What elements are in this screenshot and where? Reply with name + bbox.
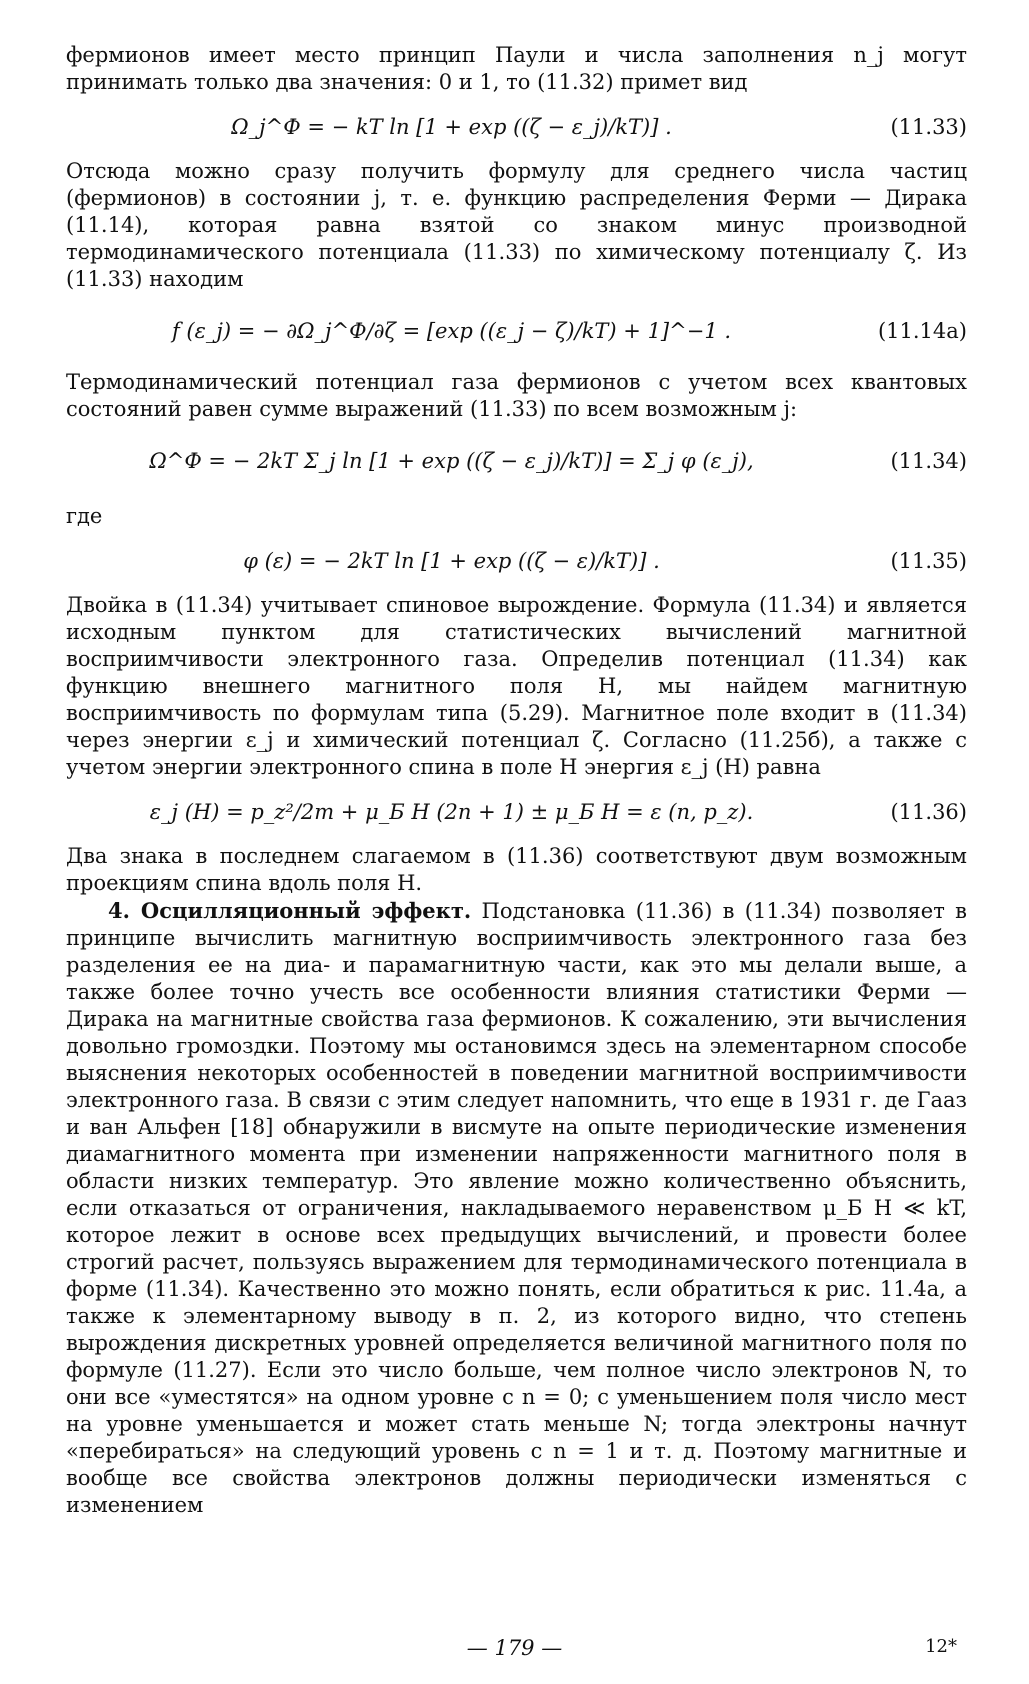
equation-11-14a: [66, 293, 967, 369]
equation-11-35-body: φ (ε) = − 2kT ln [1 + exp ((ζ − ε)/kT)] .: [243, 549, 660, 573]
page-footer: [0, 1636, 1029, 1666]
paragraph-oscillation-effect: [66, 897, 967, 1519]
equation-11-14a-body: f (ε_j) = − ∂Ω_j^Ф/∂ζ = [exp ((ε_j − ζ)/kT) + 1]^−1 .: [171, 319, 732, 343]
paragraph-fermi-dirac: Отсюда можно сразу получить формулу для среднего числа частиц (фермионов) в состоянии j, т. е. функцию распределения Ферми — Дирака (11.14), которая равна взятой со знаком минус производной термодинамического потенциала (11.33) по химическому потенциалу ζ. Из (11.33) находим: [66, 159, 967, 291]
paragraph-where: где: [66, 504, 103, 528]
equation-11-33: [66, 96, 967, 158]
equation-11-36-body: ε_j (H) = p_z²/2m + μ_Б H (2n + 1) ± μ_Б H = ε (n, p_z).: [149, 800, 754, 824]
equation-11-33-body: Ω_j^Ф = − kT ln [1 + exp ((ζ − ε_j)/kT)] .: [231, 115, 672, 139]
paragraph-pauli: фермионов имеет место принцип Паули и числа заполнения n_j могут принимать только два значения: 0 и 1, то (11.32) примет вид: [66, 43, 967, 94]
equation-11-34-body: Ω^Ф = − 2kT Σ_j ln [1 + exp ((ζ − ε_j)/kT)] = Σ_j φ (ε_j),: [149, 449, 754, 473]
equation-11-34: [66, 423, 967, 499]
page-number: — 179 —: [466, 1636, 563, 1660]
paragraph-oscillation-body: Подстановка (11.36) в (11.34) позволяет в принципе вычислить магнитную восприимчивость электронного газа без разделения ее на диа- и парамагнитную части, как это мы делали выше, а также более точно учесть все особенности влияния статистики Ферми — Дирака на магнитные свойства газа фермионов. К сожалению, эти вычисления довольно громоздки. Поэтому мы остановимся здесь на элементарном способе выяснения некоторых особенностей в поведении магнитной восприимчивости электронного газа. В связи с этим следует напомнить, что еще в 1931 г. де Гааз и ван Альфен [18] обнаружили в висмуте на опыте периодические изменения диамагнитного момента при изменении напряженности магнитного поля в области низких температур. Это явление можно количественно объяснить, если отказаться от ограничения, накладываемого неравенством μ_Б H ≪ kT, которое лежит в основе всех предыдущих вычислений, и провести более строгий расчет, пользуясь выражением для термодинамического потенциала в форме (11.34). Качественно это можно понять, если обратиться к рис. 11.4а, а также к элементарному выводу в п. 2, из которого видно, что степень вырождения дискретных уровней определяется величиной магнитного поля по формуле (11.27). Если это число больше, чем полное число электронов N, то они все «уместятся» на одном уровне с n = 0; с уменьшением поля число мест на уровне уменьшается и может стать меньше N; тогда электроны начнут «перебираться» на следующий уровень с n = 1 и т. д. Поэтому магнитные и вообще все свойства электронов должны периодически изменяться с изменением: [66, 899, 967, 1517]
section-heading-oscillation: 4. Осцилляционный эффект.: [108, 898, 472, 923]
paragraph-spin-projections: Два знака в последнем слагаемом в (11.36) соответствуют двум возможным проекциям спина вдоль поля H.: [66, 844, 967, 895]
equation-11-35: [66, 530, 967, 592]
paragraph-spin-degeneracy: Двойка в (11.34) учитывает спиновое вырождение. Формула (11.34) и является исходным пунктом для статистических вычислений магнитной восприимчивости электронного газа. Определив потенциал (11.34) как функцию внешнего магнитного поля H, мы найдем магнитную восприимчивость по формулам типа (5.29). Магнитное поле входит в (11.34) через энергии ε_j и химический потенциал ζ. Согласно (11.25б), а также с учетом энергии электронного спина в поле H энергия ε_j (H) равна: [66, 593, 967, 779]
equation-11-34-number: (11.34): [890, 449, 967, 473]
equation-11-35-number: (11.35): [890, 549, 967, 573]
equation-11-14a-number: (11.14а): [877, 319, 967, 343]
equation-11-36-number: (11.36): [890, 800, 967, 824]
paragraph-thermodynamic-potential: Термодинамический потенциал газа фермионов с учетом всех квантовых состояний равен сумме выражений (11.33) по всем возможным j:: [66, 370, 967, 421]
signature-mark: 12*: [925, 1636, 957, 1657]
equation-11-33-number: (11.33): [890, 115, 967, 139]
equation-11-36: [66, 781, 967, 843]
